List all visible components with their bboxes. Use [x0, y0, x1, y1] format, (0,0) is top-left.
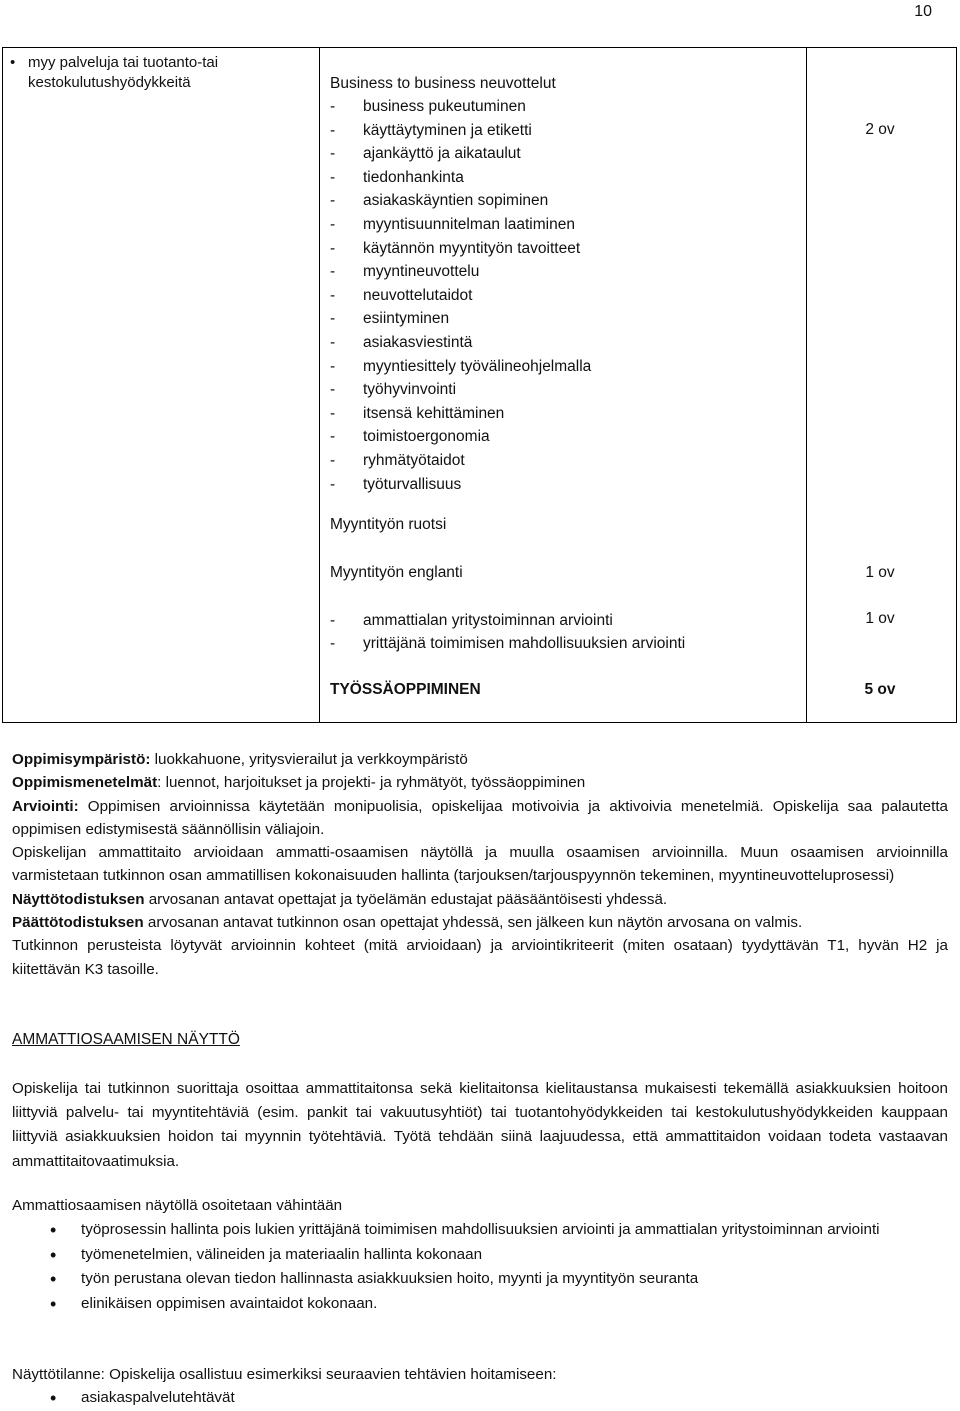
nayttodoc-text: arvosanan antavat opettajat ja työelämän edustajat pääsääntöisesti yhdessä. [144, 890, 668, 908]
work-learning: TYÖSSÄOPPIMINEN [330, 681, 481, 698]
methods-label: Oppimismenetelmät [12, 774, 158, 792]
list-item: • työmenetelmien, välineiden ja materiaalin hallinta kokonaan [12, 1243, 948, 1268]
eval-paragraph-2: Opiskelijan ammattitaito arvioidaan ammatti-osaamisen näytöllä ja muulla osaamisen arvioinnilla. Muun osaamisen arvioinnilla varmistetaan tutkinnon osan ammatillisen kokonaisuuden hallinta (tarjouksen/tarjouspyynnön tekeminen, myyntineuvotteluprosessi) [12, 844, 948, 885]
swedish-course: Myyntityön ruotsi [330, 516, 447, 533]
demo-situation: Näyttötilanne: Opiskelija osallistuu esimerkiksi seuraavien tehtävien hoitamiseen: [12, 1366, 557, 1383]
credit-work-learning: 5 ov [864, 681, 896, 698]
list-item: - itsensä kehittäminen [293, 402, 773, 426]
sub-list [330, 609, 790, 655]
list-item: • työn perustana olevan tiedon hallinnasta asiakkuuksien hoito, myynti ja myyntityön seuranta [12, 1267, 948, 1292]
list-item: - myyntisuunnitelman laatiminen [293, 213, 773, 237]
demo-lead: Ammattiosaamisen näytöllä osoitetaan vähintään [12, 1197, 343, 1214]
list-item: - tiedonhankinta [293, 166, 773, 190]
list-item: - ammattialan yritystoiminnan arviointi [330, 609, 790, 632]
env-label: Oppimisympäristö: [12, 751, 151, 768]
list-item: - toimistoergonomia [293, 425, 773, 449]
list-item: - asiakasviestintä [293, 331, 773, 355]
list-item: - käyttäytyminen ja etiketti [293, 119, 773, 143]
list-item: - ajankäyttö ja aikataulut [293, 142, 773, 166]
list-item: - asiakaskäyntien sopiminen [293, 189, 773, 213]
skill-text: myy palveluja tai tuotanto-tai kestokulutushyödykkeitä [28, 54, 219, 91]
learning-info [12, 748, 948, 981]
nayttodoc-label: Näyttötodistuksen [12, 890, 145, 908]
skill-cell [10, 53, 308, 93]
credit-english: 1 ov [865, 564, 895, 581]
list-item: • asiakaspalvelutehtävät [12, 1386, 948, 1411]
topic-list [293, 95, 773, 496]
demo-intro: Opiskelija tai tutkinnon suorittaja osoittaa ammattitaitonsa sekä kielitaitonsa kielitaustansa mukaisesti tekemällä asiakkuuksien hoitoon liittyviä palvelu- tai myyntitehtäviä (esim. pankit tai vakuutusyhtiöt) tai tuotantohyödykkeiden tai kestokulutushyödykkeiden kauppaan liittyviä asiakkuuksien hoidon tai myynnin työtehtäviä. Työtä tehdään siinä laajuudessa, että ammattitaidon voidaan todeta vastaavan ammattitaitovaatimuksia. [12, 1080, 948, 1170]
situation-bullet-list [12, 1386, 948, 1411]
criteria-text: Tutkinnon perusteista löytyvät arvioinnin kohteet (mitä arvioidaan) ja arviointikriteerit (miten osataan) tyydyttävän T1, hyvän H2 ja kiitettävän K3 tasoille. [12, 937, 948, 978]
list-item: - business pukeutuminen [293, 95, 773, 119]
demo-bullet-list [12, 1218, 948, 1316]
list-item: • elinikäisen oppimisen avaintaidot kokonaan. [12, 1292, 948, 1317]
paattodoc-label: Päättötodistuksen [12, 914, 144, 932]
list-item: - työturvallisuus [293, 473, 773, 497]
eval-text: Oppimisen arvioinnissa käytetään monipuolisia, opiskelijaa motivoivia ja aktivoivia menetelmiä. Opiskelija saa palautetta oppimisen edistymisestä säännöllisin väliajoin. [12, 797, 948, 838]
eval-label: Arviointi: [12, 797, 79, 815]
credit-sub: 1 ov [865, 610, 895, 627]
list-item: - työhyvinvointi [293, 378, 773, 402]
list-item: - myyntineuvottelu [293, 260, 773, 284]
topic-title: Business to business neuvottelut [330, 75, 556, 92]
env-text: luokkahuone, yritysvierailut ja verkkoympäristö [150, 751, 468, 768]
bullet-icon: • [10, 54, 16, 71]
english-course: Myyntityön englanti [330, 564, 463, 581]
section-heading: AMMATTIOSAAMISEN NÄYTTÖ [12, 1031, 240, 1048]
list-item: - käytännön myyntityön tavoitteet [293, 237, 773, 261]
list-item: - esiintyminen [293, 307, 773, 331]
list-item: - yrittäjänä toimimisen mahdollisuuksien arviointi [330, 632, 790, 655]
list-item: - neuvottelutaidot [293, 284, 773, 308]
list-item: - ryhmätyötaidot [293, 449, 773, 473]
list-item: - myyntiesittely työvälineohjelmalla [293, 355, 773, 379]
page-number: 10 [914, 3, 932, 20]
list-item: • työprosessin hallinta pois lukien yrittäjänä toimimisen mahdollisuuksien arviointi ja ammattialan yritystoiminnan arviointi [12, 1218, 948, 1243]
methods-text: : luennot, harjoitukset ja projekti- ja ryhmätyöt, työssäoppiminen [157, 774, 586, 792]
credit-topic: 2 ov [865, 121, 895, 138]
paattodoc-text: arvosanan antavat tutkinnon osan opettajat yhdessä, sen jälkeen kun näytön arvosana on valmis. [143, 914, 803, 932]
